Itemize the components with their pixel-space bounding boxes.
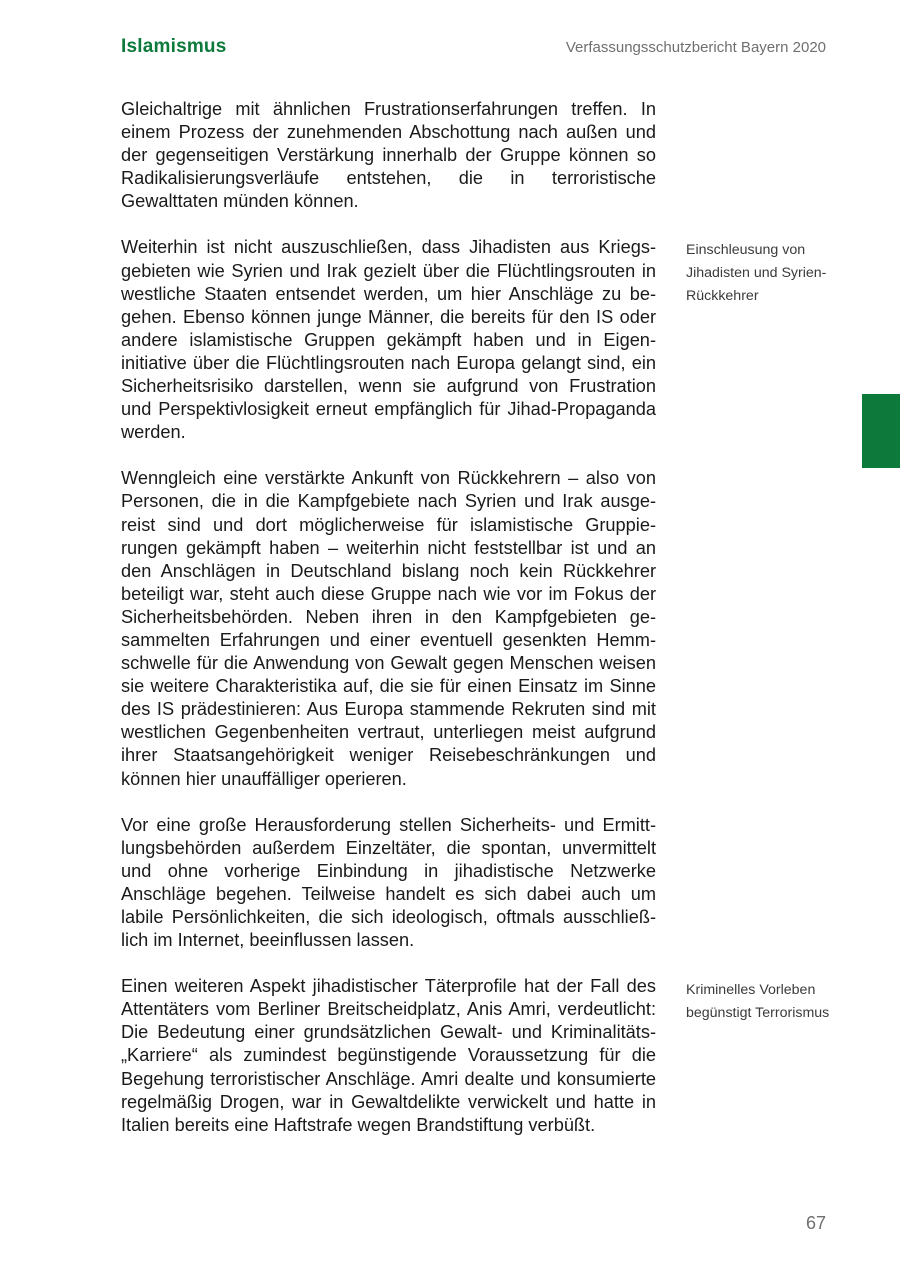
paragraph-2: Weiterhin ist nicht auszuschließen, dass Jihadisten aus Kriegsgebieten wie Syrien und Irak gezielt über die Flüchtlingsrouten in westliche Staaten entsendet werden, um hier Anschläge zu begehen. Ebenso können junge Männer, die bereits für den IS oder andere islamistische Gruppen gekämpft haben und in Eigeninitiative über die Flüchtlingsrouten nach Europa gelangt sind, ein Sicherheitsrisiko darstellen, wenn sie aufgrund von Frustration und Perspektivlosigkeit erneut empfänglich für Jihad-Propaganda werden. [121,237,656,443]
chapter-tab-marker [862,394,900,468]
margin-note-infiltration: Einschleusung von Jihadisten und Syrien-Rückkehrer [686,242,827,304]
section-title: Islamismus [121,36,227,57]
page-number: 67 [805,1213,826,1233]
paragraph-5: Einen weiteren Aspekt jihadistischer Täterprofile hat der Fall des Attentäters vom Berliner Breitscheidplatz, Anis Amri, verdeutlicht: Die Bedeutung einer grundsätzlichen Gewalt- und Kriminalitäts-„Karriere“ als zumindest begünstigende Voraussetzung für die Begehung terroristischer Anschläge. Amri dealte und konsumierte regelmäßig Drogen, war in Gewaltdelikte verwickelt und hatte in Italien bereits eine Haftstrafe wegen Brandstiftung verbüßt. [121,976,656,1135]
paragraph-3: Wenngleich eine verstärkte Ankunft von Rückkehrern – also von Personen, die in die Kampfgebiete nach Syrien und Irak ausgereist sind und dort möglicherweise für islamistische Gruppierungen gekämpft haben – weiterhin nicht feststellbar ist und an den Anschlägen in Deutschland bislang noch kein Rückkehrer beteiligt war, steht auch diese Gruppe nach wie vor im Fokus der Sicherheitsbehörden. Neben ihren in den Kampfgebieten gesammelten Erfahrungen und einer eventuell gesenkten Hemmschwelle für die Anwendung von Gewalt gegen Menschen weisen sie weitere Charakteristika auf, die sie für einen Einsatz im Sinne des IS prädestinieren: Aus Europa stammende Rekruten sind mit westlichen Gegenbenheiten vertraut, unterliegen meist aufgrund ihrer Staatsangehörigkeit weniger Reisebeschränkungen und können hier unauffälliger operieren. [121,468,656,789]
margin-note-criminal-background: Kriminelles Vorleben begünstigt Terrorismus [686,982,830,1021]
paragraph-4: Vor eine große Herausforderung stellen Sicherheits- und Ermittlungsbehörden außerdem Einzeltäter, die spontan, unvermittelt und ohne vorherige Einbindung in jihadistische Netzwerke Anschläge begehen. Teilweise handelt es sich dabei auch um labile Persönlichkeiten, die sich ideologisch, oftmals ausschließlich im Internet, beeinflussen lassen. [121,814,656,951]
body-text [121,98,656,1160]
paragraph-1: Gleichaltrige mit ähnlichen Frustrationserfahrungen treffen. In einem Prozess der zunehmenden Abschottung nach außen und der gegenseitigen Verstärkung innerhalb der Gruppe können so Radikalisierungsverläufe entstehen, die in terroristische Gewalttaten münden können. [121,99,656,212]
report-title: Verfassungsschutzbericht Bayern 2020 [565,39,826,56]
